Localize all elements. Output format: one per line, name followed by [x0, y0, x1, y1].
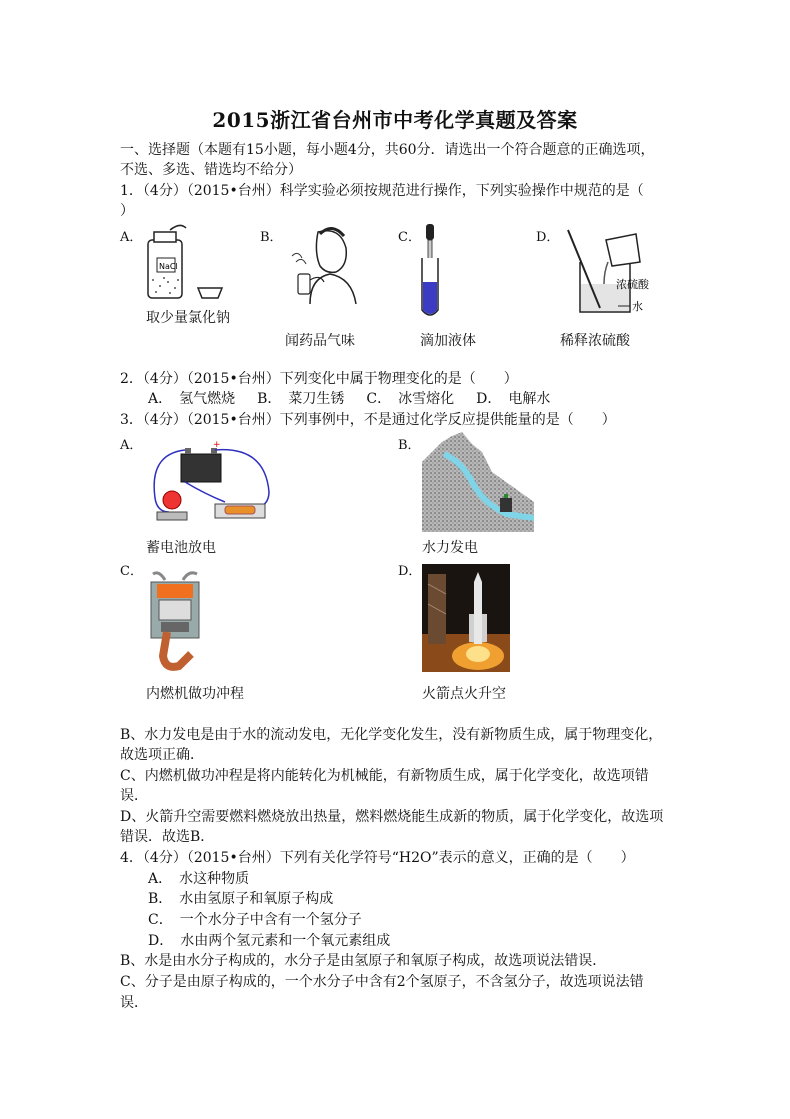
diluting-acid-icon — [560, 222, 660, 322]
q3-option-b-letter: B． — [398, 438, 421, 453]
engine-piston-icon — [145, 566, 205, 676]
q1-option-a-letter: A． — [120, 230, 143, 245]
q2-option-c: C． 冰雪熔化 — [366, 391, 455, 407]
q3-analysis-line4: 误． — [120, 788, 148, 804]
q2-option-b: B． 菜刀生锈 — [257, 391, 345, 407]
q1-stem: 1．（4分）（2015•台州）科学实验必须按规范进行操作，下列实验操作中规范的是（ — [120, 183, 644, 199]
q1-option-d-caption: 稀释浓硫酸 — [560, 333, 630, 349]
q2-stem: 2．（4分）（2015•台州）下列变化中属于物理变化的是（ ） — [120, 371, 518, 387]
q4-analysis-line3: 误． — [120, 995, 148, 1011]
nacl-bottle-icon — [140, 220, 230, 305]
q3-option-c-caption: 内燃机做功冲程 — [146, 686, 244, 702]
q1-option-b-letter: B． — [260, 230, 283, 245]
q3-analysis-line6: 错误．故选B． — [120, 829, 215, 845]
q4-option-a: A． 水这种物质 — [148, 871, 250, 887]
dropper-test-tube-icon — [410, 222, 450, 322]
q3-analysis-line5: D、火箭升空需要燃料燃烧放出热量，燃料燃烧能生成新的物质，属于化学变化，故选项 — [120, 809, 664, 825]
q3-option-a-letter: A． — [120, 438, 143, 453]
q2-options — [148, 389, 572, 409]
battery-circuit-icon — [145, 440, 275, 530]
q3-analysis-line3: C、内燃机做功冲程是将内能转化为机械能，有新物质生成，属于化学变化，故选项错 — [120, 768, 649, 784]
q1-option-c-letter: C． — [398, 230, 421, 245]
q3-option-d-caption: 火箭点火升空 — [422, 686, 506, 702]
q3-analysis-line2: 故选项正确． — [120, 747, 204, 763]
q4-option-b: B． 水由氢原子和氧原子构成 — [148, 891, 334, 907]
water-label: 水 — [632, 300, 643, 313]
q3-option-b-caption: 水力发电 — [422, 540, 478, 556]
q4-analysis-line2: C、分子是由原子构成的，一个水分子中含有2个氢原子，不含氢分子，故选项说法错 — [120, 974, 644, 990]
person-smelling-icon — [280, 222, 370, 307]
q1-option-c-caption: 滴加液体 — [420, 333, 476, 349]
rocket-launch-icon — [422, 564, 510, 672]
nacl-label: NaCl — [159, 262, 178, 271]
q4-stem: 4．（4分）（2015•台州）下列有关化学符号“H2O”表示的意义，正确的是（ ） — [120, 850, 635, 866]
acid-label: 浓硫酸 — [616, 278, 649, 291]
page-title: 2015浙江省台州市中考化学真题及答案 — [212, 108, 578, 132]
svg-text:+: + — [213, 440, 221, 450]
q4-option-c: C． 一个水分子中含有一个氢分子 — [148, 912, 362, 928]
q2-option-a: A． 氢气燃烧 — [148, 391, 236, 407]
section-instructions-line1: 一、选择题（本题有15小题，每小题4分，共60分．请选出一个符合题意的正确选项， — [120, 142, 655, 158]
q4-analysis-line1: B、水是由水分子构成的，水分子是由氢原子和氧原子构成，故选项说法错误． — [120, 953, 607, 969]
q1-option-d-letter: D． — [536, 230, 560, 245]
q3-option-a-caption: 蓄电池放电 — [146, 540, 216, 556]
section-instructions-line2: 不选、多选、错选均不给分） — [120, 162, 302, 178]
q3-option-c-letter: C． — [120, 564, 143, 579]
q1-option-b-caption: 闻药品气味 — [285, 333, 355, 349]
q4-option-d: D． 水由两个氢元素和一个氧元素组成 — [148, 933, 391, 949]
q1-stem-cont: ） — [120, 203, 134, 219]
q3-option-d-letter: D． — [398, 564, 422, 579]
q1-option-a-caption: 取少量氯化钠 — [146, 310, 230, 326]
q3-stem: 3．（4分）（2015•台州）下列事例中，不是通过化学反应提供能量的是（ ） — [120, 412, 616, 428]
q3-analysis-line1: B、水力发电是由于水的流动发电，无化学变化发生，没有新物质生成，属于物理变化， — [120, 727, 663, 743]
q2-option-d: D． 电解水 — [476, 391, 551, 407]
hydropower-icon — [422, 432, 534, 532]
